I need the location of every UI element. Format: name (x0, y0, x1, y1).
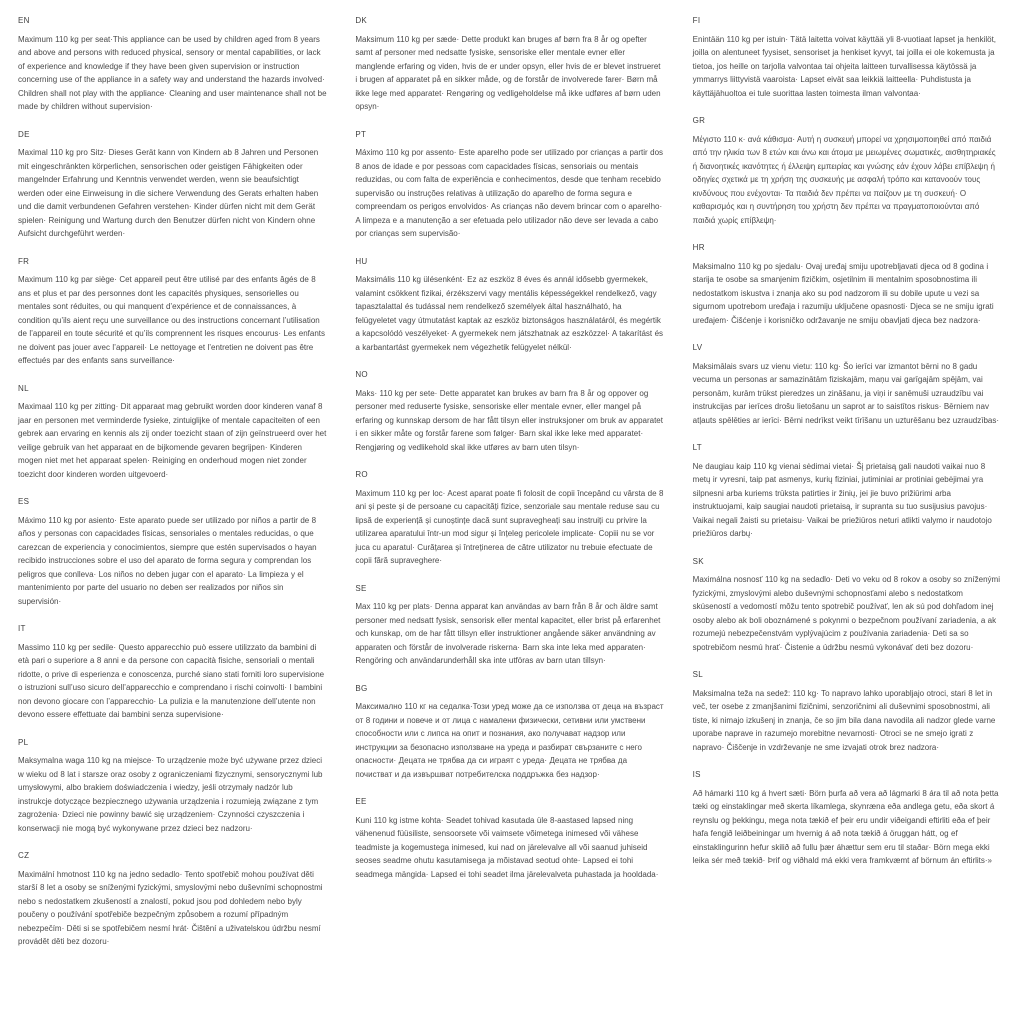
language-block (693, 768, 1002, 868)
language-code-label: FI (692, 16, 701, 25)
language-code-label: HU (355, 256, 368, 266)
language-code-label: FR (18, 256, 30, 266)
language-paragraph: Maximálna nosnosť 110 kg na sedadlo· Deti vo veku od 8 rokov a osoby so zníženými fyzickými, zmyslovými alebo duševnými schopnosťami alebo s nedostatkom skúseností a vedomostí môžu tento spotrebič používať, len ak sú pod dohľadom inej osoby alebo ak boli oboznámené s pokynmi o bezpečnom používaní zariadenia, a ak rozumejú nebezpečenstvám vyplývajúcim z používania zariadenia· Deti sa so spotrebičom nesmú hrať· Čistenie a údržbu nesmú vykonávať deti bez dozoru· (692, 575, 1001, 652)
text-column-2 (355, 14, 664, 895)
language-paragraph: Maksimum 110 kg per sæde· Dette produkt kan bruges af børn fra 8 år og opefter samt af personer med nedsatte fysiske, sensoriske eller mentale evner eller manglende erfaring og viden, hvis de er under opsyn, eller hvis de er blevet instrueret i brugen af apparatet på en sikker måde, og de forstår de involverede farer· Børn må ikke lege med apparatet· Rengøring og vedligeholdelse må ikke udføres af børn uden opsyn· (355, 34, 661, 111)
language-block (355, 368, 664, 454)
language-paragraph: Maksimalno 110 kg po sjedalu· Ovaj uređaj smiju upotrebljavati djeca od 8 godina i starija te osobe sa smanjenim fizičkim, osjetilnim ili mentalnim sposobnostima ili nedostatkom iskustva i znanja ako su pod nadzorom ili su dobile upute u vezi sa sigurnom upotrebom uređaja i razumiju uključene opasnosti· Djeca se ne smiju igrati uređajem· Čišćenje i korisničko održavanje ne smiju obavljati djeca bez nadzora· (692, 261, 994, 325)
language-block (355, 682, 664, 782)
language-code-label: BG (355, 683, 368, 693)
language-paragraph: Maksimalna teža na sedež: 110 kg· To napravo lahko uporabljajo otroci, stari 8 let in več, ter osebe z zmanjšanimi fizičnimi, senzoričnimi ali duševnimi sposobnostmi, ali tiste, ki nimajo izkušenj in znanja, če so jim bila dana navodila ali nadzor glede varne uporabe naprave in razumejo morebitne nevarnosti· Otroci se ne smejo igrati z napravo· Čiščenje in vzdrževanje ne sme izvajati otrok brez nadzora· (692, 688, 996, 752)
language-paragraph: Max 110 kg per plats· Denna apparat kan användas av barn från 8 år och äldre samt personer med nedsatt fysisk, sensorisk eller mental kapacitet, eller brist på erfarenhet och kunskap, om de har fått tillsyn eller instruktioner angående säker användning av apparaten och förstår de involverade riskerna· Barn ska inte leka med apparaten· Rengöring och användarunderhåll ska inte utföras av barn utan tillsyn· (355, 602, 661, 665)
language-code-label: IT (18, 624, 26, 633)
language-block (18, 382, 327, 482)
language-code-label: EN (18, 16, 30, 25)
language-block (355, 128, 664, 241)
language-block (18, 849, 327, 949)
language-paragraph: Máximo 110 kg por assento· Este aparelho pode ser utilizado por crianças a partir dos 8 anos de idade e por pessoas com capacidades físicas, sensoriais ou mentais reduzidas, ou com falta de experiência e conhecimentos, desde que tenham recebido supervisão ou instruções relativas à utilização do aparelho de forma segura e compreendam os perigos envolvidos· As crianças não devem brincar com o aparelho· A limpeza e a manutenção a ser efetuada pelo utilizador não deve ser levada a cabo por crianças sem supervisão· (355, 148, 664, 238)
language-code-label: IS (692, 770, 701, 779)
language-block (18, 622, 327, 722)
language-block (693, 668, 1002, 754)
language-code-label: LV (692, 343, 703, 352)
language-code-label: EE (355, 797, 367, 806)
language-code-label: LT (692, 443, 702, 452)
language-paragraph: Maximaal 110 kg per zitting· Dit apparaat mag gebruikt worden door kinderen vanaf 8 jaar en personen met verminderde fysieke, zintuiglijke of mentale capaciteiten of een gebrek aan ervaring en kennis als zij onder toezicht staan of zijn geïnstrueerd over het veilige gebruik van het apparaat en de bijkomende gevaren begrijpen· Kinderen mogen niet met het apparaat spelen· Reiniging en onderhoud mogen niet zonder toezicht door kinderen worden uitgevoerd· (18, 402, 327, 479)
language-paragraph: Kuni 110 kg istme kohta· Seadet tohivad kasutada üle 8-aastased lapsed ning vähenenud füüsiliste, sensoorsete või vaimsete võimetega inimesed või vähese teadmiste ja kogemustega inimesed, kui nad on järelevalve all või saanud juhiseid seoses seadme ohutu kasutamisega ja mõistavad seotud ohte· Lapsed ei tohi seadmega mängida· Lapsed ei tohi seadet ilma järelevalveta puhastada ja hooldada· (355, 815, 659, 879)
language-code-label: DE (18, 129, 30, 139)
language-code-label: SK (692, 556, 704, 566)
language-block (355, 582, 664, 668)
language-paragraph: Максимално 110 кг на седалка·Този уред може да се използва от деца на възраст от 8 години и повече и от лица с намалени физически, сетивни или умствени способности или с липса на опит и познания, ако получават надзор или инструкции за безопасно използване на уреда и разбират свързаните с него опасности· Децата не трябва да си играят с уреда· Децата не трябва да почистват и да извършват потребителска поддръжка без надзор· (355, 702, 664, 779)
text-column-3 (693, 14, 1002, 882)
text-column-1 (18, 14, 327, 963)
language-code-label: NL (18, 383, 29, 393)
language-block (355, 795, 664, 881)
language-paragraph: Maximal 110 kg pro Sitz· Dieses Gerät kann von Kindern ab 8 Jahren und Personen mit eingeschränkten körperlichen, sensorischen oder geistigen Fähigkeiten oder mangelnder Erfahrung und Kenntnis verwendet werden, wenn sie beaufsichtigt werden oder eine Einweisung in die sichere Verwendung des Gerats erhalten haben und die damit verbundenen Gefahren verstehen· Kinder dürfen nicht mit dem Gerät spielen· Reinigung und Wartung durch den Benutzer dürfen nicht von Kindern ohne Aufsicht durchgeführt werden· (18, 148, 319, 238)
language-block (693, 441, 1002, 541)
language-code-label: GR (692, 116, 706, 125)
language-paragraph: Máximo 110 kg por asiento· Este aparato puede ser utilizado por niños a partir de 8 años y personas con capacidades físicas, sensoriales o mentales reducidas, o que carezcan de experiencia y conocimientos, siempre que estén supervisados o hayan recibido instrucciones sobre el uso del aparato de forma segura y comprendan los peligros que conlleva· Los niños no deben jugar con el aparato· La limpieza y el mantenimiento por parte del usuario no deben ser realizados por niños sin supervisión· (18, 515, 317, 606)
language-block (355, 468, 664, 568)
language-block (693, 241, 1002, 327)
language-block (18, 736, 327, 836)
language-block (18, 14, 327, 114)
language-paragraph: Maximální hmotnost 110 kg na jedno sedadlo· Tento spotřebič mohou používat děti starší 8 let a osoby se sníženými fyzickými, smyslovými nebo duševními schopnostmi nebo s nedostatkem zkušeností a znalostí, pokud jsou pod dohledem nebo byly poučeny o používání spotřebiče bezpečným způsobem a rozumí případným nebezpečím· Děti si se spotřebičem nesmí hrát· Čištění a uživatelskou údržbu nesmí provádět děti bez dozoru· (18, 869, 323, 946)
language-code-label: PT (355, 129, 367, 139)
language-paragraph: Maksimālais svars uz vienu vietu: 110 kg· Šo ierīci var izmantot bērni no 8 gadu vecuma un personas ar samazinātām fiziskajām, maņu vai garīgajām spējām, vai personām, kurām trūkst pieredzes un zināšanu, ja viņi ir sanēmuši uzraudzību vai instrukcijas par ierīces drošu lietošanu un saprot ar to saistītos riskus· Bērniem nav atļauts spēlēties ar ierīci· Bērni nedrīkst veikt tīrīšanu un uzturēšanu bez uzraudzības· (692, 361, 1000, 425)
language-paragraph: Μέγιστο 110 κ· ανά κάθισμα· Αυτή η συσκευή μπορεί να χρησιμοποιηθεί από παιδιά από την ηλικία των 8 ετών και άνω και άτομα με μειωμένες σωματικές, αισθητηριακές ή διανοητικές ικανότητες ή έλλειψη εμπειρίας και γνώσης εάν έχουν λάβει επίβλεψη ή οδηγίες σχετικά με τη χρήση της συσκευής με ασφαλή τρόπο και κατανοούν τους κινδύνους που ενέχονται· Τα παιδιά δεν πρέπει να παίζουν με τη συσκευή· Ο καθαρισμός και η συντήρηση του χρήστη δεν πρέπει να πραγματοποιούνται από παιδιά χωρίς επίβλεψη· (692, 134, 996, 225)
language-block (693, 341, 1002, 427)
language-block (18, 255, 327, 368)
language-code-label: SL (692, 670, 704, 679)
language-block (693, 114, 1002, 227)
language-paragraph: Maksymalna waga 110 kg na miejsce· To urządzenie może być używane przez dzieci w wieku od 8 lat i starsze oraz osoby z ograniczeniami fizycznymi, sensorycznymi lub umysłowymi, albo brakiem doświadczenia i wiedzy, jeśli otrzymały nadzór lub instrukcje dotyczące bezpiecznego używania urządzenia i rozumieją związane z tym zagrożenia· Dzieci nie powinny bawić się urządzeniem· Czynności czyszczenia i konserwacji nie mogą być wykonywane przez dzieci bez nadzoru· (18, 756, 323, 833)
language-paragraph: Maksimális 110 kg ülésenként· Ez az eszköz 8 éves és annál idősebb gyermekek, valamint csökkent fizikai, érzékszervi vagy mentális képességekkel rendelkező, vagy tapasztalattal és tudással nem rendelkező személyek által használható, ha felügyeletet vagy útmutatást kaptak az eszköz biztonságos használatáról, és megértik a kapcsolódó veszélyeket· A gyermekek nem játszhatnak az eszközzel· A takarítást és a karbantartást gyermekek nem végezhetik felügyelet nélkül· (355, 275, 664, 352)
language-block (693, 14, 1002, 100)
language-code-label: SE (355, 583, 367, 593)
language-code-label: PL (18, 737, 29, 747)
language-paragraph: Maximum 110 kg per seat·This appliance can be used by children aged from 8 years and above and persons with reduced physical, sensory or mental capabilities, or lack of experience and knowledge if they have been given supervision or instruction concerning use of the appliance in a safety way and understand the hazards involved· Children shall not play with the appliance· Cleaning and user maintenance shall not be made by children without supervision· (18, 34, 327, 111)
language-paragraph: Massimo 110 kg per sedile· Questo apparecchio può essere utilizzato da bambini di età pari o superiore a 8 anni e da persone con capacità fisiche, sensoriali o mentali ridotte, o prive di esperienza e conoscenza, purché siano stati forniti loro supervisione o istruzioni sull’uso sicuro dell’apparecchio e comprendano i rischi coinvolti· I bambini non devono giocare con l’apparecchio· La pulizia e la manutenzione dell’utente non devono essere effettuate dai bambini senza supervisione· (18, 642, 325, 719)
language-paragraph: Enintään 110 kg per istuin· Tätä laitetta voivat käyttää yli 8-vuotiaat lapset ja henkilöt, joilla on alentuneet fyysiset, sensoriset ja henkiset kyvyt, tai joilla ei ole kokemusta ja tietoa, jos heille on tarjolla valvontaa tai ohjeita laitteen turvallisessa käytössä ja ymmarrys liittyvistä vaaroista· Lapset eivät saa leikkiä laitteella· Puhdistusta ja käyttäjähuoltoa ei tule suorittaa lasten toimesta ilman valvontaa· (692, 34, 997, 98)
language-block (693, 555, 1002, 655)
language-paragraph: Maks· 110 kg per sete· Dette apparatet kan brukes av barn fra 8 år og oppover og personer med reduserte fysiske, sensoriske eller mentale evner, eller mangel på erfaring og kunnskap dersom de har fått tilsyn eller instruksjoner om bruk av apparatet i en sikker måte og forstår farene som følger· Barn skal ikke leke med apparatet· Rengjøring og vedlikehold skal ikke utføres av barn uten tilsyn· (355, 388, 663, 452)
language-code-label: NO (355, 370, 368, 379)
language-block (18, 128, 327, 241)
language-code-label: RO (355, 470, 368, 479)
language-code-label: ES (18, 497, 30, 506)
language-columns (18, 14, 1002, 963)
language-paragraph: Maximum 110 kg par siège· Cet appareil peut être utilisé par des enfants âgés de 8 ans et plus et par des personnes dont les capacités physiques, sensorielles ou mentales sont réduites, ou qui manquent d’expérience et de connaissances, à condition qu’ils aient reçu une surveillance ou des instructions concernant l’utilisation de l’appareil en toute sécurité et qu’ils comprennent les risques encourus· Les enfants ne doivent pas jouer avec l’appareil· Le nettoyage et l’entretien ne doivent pas être effectués par des enfants sans surveillance· (18, 275, 326, 365)
language-code-label: HR (692, 243, 705, 252)
language-paragraph: Ne daugiau kaip 110 kg vienai sėdimai vietai· Šį prietaisą gali naudoti vaikai nuo 8 metų ir vyresni, taip pat asmenys, kurių fiziniai, jutiminiai ar protiniai gebėjimai yra silpnesni arba kuriems trūksta patirties ir žinių, jei jie buvo prižiūrimi arba instruktuojami, kaip saugiai naudoti prietaisą, ir supranta su tuo susijusius pavojus· Vaikai negali žaisti su prietaisu· Vaikai be priežiūros neturi atlikti valymo ir naudotojo priežiūros darbų· (692, 461, 992, 538)
language-paragraph: Maximum 110 kg per loc· Acest aparat poate fi folosit de copii începând cu vârsta de 8 ani și peste și de persoane cu capacități fizice, senzoriale sau mentale reduse sau cu lipsă de experiență și cunoștințe dacă sunt supravegheați sau instruiți cu privire la utilizarea aparatului într-un mod sigur și înțeleg pericolele implicate· Copiii nu se vor juca cu aparatul· Curățarea și întreținerea de către utilizator nu trebuie efectuate de copii fără supraveghere· (355, 488, 664, 565)
language-code-label: CZ (18, 851, 30, 860)
language-paragraph: Að hámarki 110 kg á hvert sæti· Börn þurfa að vera að lágmarki 8 ára til að nota þetta tæki og einstaklingar með skerta líkamlega, skynræna eða andlega getu, eða skort á reynslu og þekkingu, mega nota tækið ef þeir eru undir viðeigandi eftirliti eða ef þeir hafa fengið leiðbeiningar um hvernig á að nota tækið á öruggan hátt, og ef einstaklingurinn hefur skilið að fullu þær áhættur sem eru til staðar· Börn mega ekki leika sér með tækið· Þrif og viðhald má ekki vera framkvæmt af börnum án eftirlits·» (692, 788, 999, 865)
language-block (18, 495, 327, 608)
language-block (355, 14, 664, 114)
language-block (355, 255, 664, 355)
language-code-label: DK (355, 16, 368, 25)
